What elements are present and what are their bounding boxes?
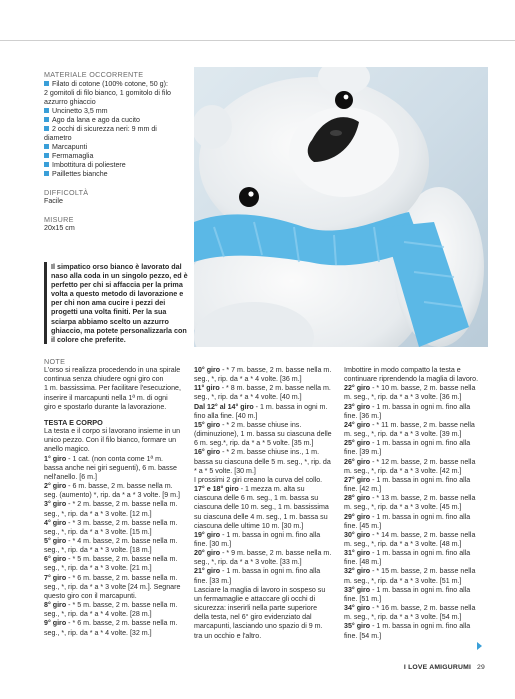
intro-line: il colore che preferite. (51, 334, 126, 344)
round-line (344, 622, 494, 631)
round-line (44, 464, 187, 473)
note-text (44, 366, 187, 412)
round-label: 10° giro (194, 366, 221, 374)
measures-title: MISURE (44, 215, 74, 224)
round-text: un fermamaglie e attaccare gli occhi di (194, 594, 316, 603)
round-text: seg., *, rip. da * a * 3 volte. [21 m.] (44, 564, 152, 573)
difficulty-section (44, 188, 185, 206)
round-line (194, 513, 338, 522)
round-line (194, 604, 338, 613)
materials-item-text: Fermamaglia (52, 152, 94, 160)
bullet-square-icon (44, 162, 49, 167)
round-text: m. seg., *, rip. da * a * 3 volte. [48 m.] (344, 539, 462, 548)
round-text: - * 2 m. basse chiuse ins. (220, 420, 302, 429)
round-line (344, 613, 494, 622)
round-line (344, 632, 494, 641)
head-body-intro-line: unico pezzo. Con il filo bianco, formare un (44, 436, 177, 445)
round-text: - * 5 m. basse, 2 m. basse nella m. (66, 555, 178, 564)
note-line: L'orso si realizza procedendo in una spirale (44, 366, 181, 375)
round-label: 6° giro (44, 555, 67, 564)
round-line (44, 455, 187, 464)
round-label: 30° giro (344, 530, 371, 539)
round-label: 1° giro (44, 454, 67, 463)
round-text: fine. [51 m.] (344, 594, 382, 603)
round-text: - 1 m. bassa in ogni m. fino alla (370, 585, 471, 594)
round-text: continuare riprendendo la maglia di lavoro. (344, 375, 479, 384)
round-line (344, 558, 494, 567)
round-text: - * 2 m. basse chiuse ins., 1 m. (220, 448, 320, 457)
note-title: NOTE (44, 357, 66, 366)
difficulty-value: Facile (44, 197, 63, 205)
round-line (194, 366, 338, 375)
round-label: 28° giro (344, 494, 371, 503)
round-label: 17° e 18° giro (194, 485, 239, 494)
round-line (344, 467, 494, 476)
round-text: m. seg., *, rip. da * a * 3 volte. [51 m.] (344, 576, 462, 585)
round-line (44, 629, 187, 638)
round-line (194, 503, 338, 512)
round-line (194, 613, 338, 622)
magazine-name: I LOVE AMIGURUMI (403, 664, 472, 671)
round-line (44, 491, 187, 500)
round-line (44, 473, 187, 482)
round-label: 25° giro (344, 439, 371, 448)
round-line (194, 540, 338, 549)
round-text: m. seg., *, rip. da * a * 3 volte. [54 m.] (344, 613, 462, 622)
round-text: - * 8 m. basse, 2 m. basse nella m. (219, 384, 331, 393)
round-text: fine. [36 m.] (344, 411, 382, 420)
head-body-intro (44, 427, 187, 454)
round-text: seg., *, rip. da * a * 3 volte. [33 m.] (194, 558, 302, 567)
round-text: fine. [30 m.] (194, 539, 232, 548)
note-line: continua senza chiudere ogni giro con (44, 375, 164, 384)
round-text: fine. [33 m.] (194, 576, 232, 585)
round-line (344, 503, 494, 512)
round-text: seg., *, rip. da * a * 4 volte. [32 m.] (44, 628, 152, 637)
materials-item-text: Marcapunti (52, 143, 88, 151)
round-line (194, 485, 338, 494)
round-label: 26° giro (344, 457, 371, 466)
difficulty-title: DIFFICOLTÀ (44, 188, 89, 197)
round-label: 34° giro (344, 604, 371, 613)
round-label: 23° giro (344, 402, 371, 411)
round-line (194, 522, 338, 531)
round-label: 19° giro (194, 530, 221, 539)
round-text: - * 10 m. basse, 2 m. basse nella (370, 384, 476, 393)
sidebar-info (44, 70, 185, 233)
page-footer (404, 664, 485, 671)
materials-item (44, 161, 185, 170)
round-label: 33° giro (344, 585, 371, 594)
round-text: bassa anche nei giri seguenti), 6 m. basse (44, 463, 177, 472)
round-text: - 1 m. bassa in ogni m. fino alla (370, 549, 471, 558)
round-line (344, 604, 494, 613)
round-line (344, 384, 494, 393)
round-line (44, 510, 187, 519)
round-text: ciascuna delle ultime 10 m. [30 m.] (194, 521, 304, 530)
round-text: - 1 m. bassa in ogni m. fino alla (370, 622, 471, 631)
round-text: (diminuzione), 1 m. bassa su ciascuna delle (194, 430, 332, 439)
round-label: 11° giro (194, 384, 220, 393)
bullet-square-icon (44, 126, 49, 131)
round-text: m. seg., *, rip. da * a * 3 volte. [39 m.] (344, 430, 462, 439)
round-line (344, 522, 494, 531)
intro-line: ghiaccio, ma potete personalizzarla con (51, 325, 187, 335)
note-line: 1 m. bassissima. Per facilitare l'esecuzione, (44, 384, 181, 393)
round-text: m. seg., *, rip. da * a * 3 volte. [45 m.] (344, 503, 462, 512)
bullet-square-icon (44, 108, 49, 113)
instructions-column-1 (44, 357, 187, 638)
round-line (44, 592, 187, 601)
round-label: 16° giro (194, 448, 221, 457)
round-text: - 1 m. bassa in ogni m. (253, 402, 328, 411)
round-line (194, 632, 338, 641)
round-line (194, 375, 338, 384)
next-page-arrow-icon (477, 642, 482, 650)
materials-item-text: Imbottitura di poliestere (52, 161, 126, 169)
round-text: - * 9 m. basse, 2 m. basse nella m. (220, 549, 332, 558)
round-line (44, 519, 187, 528)
round-label: 31° giro (344, 549, 371, 558)
round-text: seg., *, rip. da * a * 4 volte. [28 m.] (44, 610, 152, 619)
round-line (44, 500, 187, 509)
round-line (344, 421, 494, 430)
round-text: - * 6 m. basse, 2 m. basse nella m. (66, 619, 178, 628)
round-text: m. seg., *, rip. da * a * 3 volte. [42 m.] (344, 466, 462, 475)
round-label: 4° giro (44, 518, 67, 527)
round-label: 32° giro (344, 567, 371, 576)
round-line (344, 476, 494, 485)
round-label: Dal 12° al 14° giro (194, 402, 254, 411)
materials-item-text: Paillettes bianche (52, 170, 108, 178)
bullet-square-icon (44, 153, 49, 158)
round-line (194, 393, 338, 402)
materials-item-continuation: diametro (44, 134, 72, 142)
materials-item (44, 116, 185, 125)
round-line (44, 555, 187, 564)
round-text: fine. [48 m.] (344, 558, 382, 567)
round-line (344, 549, 494, 558)
round-line (44, 546, 187, 555)
head-body-title: TESTA E CORPO (44, 417, 103, 427)
round-text: ciascuna delle 6 m. seg., 1 m. bassa su (194, 494, 319, 503)
intro-line: per chi non ama cucire i pezzi dei (51, 298, 166, 308)
round-text: - 6 m. basse, 2 m. basse nella m. (66, 482, 173, 491)
round-text: Lasciare la maglia di lavoro in sospeso su (194, 585, 326, 594)
round-text: seg., *, rip. da * a * 4 volte. [40 m.] (194, 393, 302, 402)
materials-item-text: 2 occhi di sicurezza neri: 9 mm di (52, 125, 157, 133)
round-line (344, 577, 494, 586)
round-text: - * 7 m. basse, 2 m. basse nella m. (220, 366, 332, 374)
round-line (194, 577, 338, 586)
round-line (194, 458, 338, 467)
materials-title: MATERIALE OCCORRENTE (44, 70, 144, 79)
round-label: 7° giro (44, 573, 67, 582)
instructions-column-3 (344, 366, 494, 641)
round-text: seg., *, rip. da * a * 4 volte. [36 m.] (194, 375, 302, 384)
intro-line: sciarpa abbiamo scelto un azzurro (51, 316, 169, 326)
round-text: fino alla fine. [40 m.] (194, 411, 258, 420)
round-line (44, 601, 187, 610)
materials-item (44, 170, 185, 179)
round-text: fine. [54 m.] (344, 631, 382, 640)
round-text: - * 15 m. basse, 2 m. basse nella (370, 567, 476, 576)
round-line (344, 458, 494, 467)
round-text: seg., *, rip. da * a * 3 volte [24 m.]. Segnare (44, 582, 181, 591)
round-text: seg., *, rip. da * a * 3 volte. [12 m.] (44, 509, 152, 518)
polar-bear-illustration (194, 67, 488, 347)
round-text: tra un occhio e l'altro. (194, 631, 262, 640)
round-label: 24° giro (344, 420, 371, 429)
bullet-square-icon (44, 81, 49, 86)
materials-item-continuation: azzurro ghiaccio (44, 98, 96, 106)
round-text: - * 3 m. basse, 2 m. basse nella m. (66, 518, 178, 527)
intro-line: naso alla coda in un singolo pezzo, ed è (51, 271, 188, 281)
materials-item-continuation: 2 gomitoli di filo bianco, 1 gomitolo di filo (44, 89, 171, 97)
round-text: questo giro con il marcapunti. (44, 591, 137, 600)
round-line (194, 467, 338, 476)
materials-item-text: Filato di cotone (100% cotone, 50 g): (52, 80, 168, 88)
round-line (194, 403, 338, 412)
round-line (194, 421, 338, 430)
intro-line: perfetto per chi si affaccia per la prima (51, 280, 183, 290)
round-label: 8° giro (44, 601, 67, 610)
round-text: * a * 5 volte. [30 m.] (194, 466, 256, 475)
round-line (44, 537, 187, 546)
round-label: 27° giro (344, 475, 371, 484)
round-text: marcapunti, lasciando uno spazio di 9 m. (194, 622, 323, 631)
round-text: seg., *, rip. da * a * 3 volte. [15 m.] (44, 527, 152, 536)
round-line (344, 393, 494, 402)
round-line (44, 564, 187, 573)
round-text: - * 12 m. basse, 2 m. basse nella (370, 457, 476, 466)
round-text: - * 13 m. basse, 2 m. basse nella (370, 494, 476, 503)
round-label: 3° giro (44, 500, 67, 509)
round-text: sicurezza: inserirli nella parte superiore (194, 604, 318, 613)
round-label: 15° giro (194, 420, 221, 429)
round-label: 35° giro (344, 622, 371, 631)
top-rule (0, 40, 515, 41)
round-text: nell'anello. [6 m.] (44, 472, 98, 481)
page-number: 29 (477, 664, 485, 671)
intro-line: progetti una volta finiti. Per la sua (51, 307, 167, 317)
round-line (194, 448, 338, 457)
materials-item (44, 125, 185, 143)
materials-item (44, 107, 185, 116)
round-line (344, 412, 494, 421)
round-label: 20° giro (194, 549, 221, 558)
round-line (344, 485, 494, 494)
materials-item (44, 80, 185, 107)
bullet-square-icon (44, 144, 49, 149)
round-text: - * 16 m. basse, 2 m. basse nella (370, 604, 476, 613)
round-text: - 1 m. bassa in ogni m. fino alla (220, 530, 321, 539)
round-label: 5° giro (44, 536, 67, 545)
round-line (344, 375, 494, 384)
round-line (194, 595, 338, 604)
round-line (44, 619, 187, 628)
round-text: - 1 m. bassa in ogni m. fino alla (220, 567, 321, 576)
round-text: I prossimi 2 giri creano la curva del collo. (194, 475, 323, 484)
round-line (194, 549, 338, 558)
round-line (194, 531, 338, 540)
intro-line: Il simpatico orso bianco è lavorato dal (51, 262, 182, 271)
round-line (194, 622, 338, 631)
round-text: - 1 cat. (non conta come 1ª m. (66, 454, 164, 463)
round-line (344, 540, 494, 549)
round-text: fine. [39 m.] (344, 448, 382, 457)
round-line (344, 366, 494, 375)
rounds-list-1 (44, 455, 187, 638)
round-text: - * 14 m. basse, 2 m. basse nella (370, 530, 476, 539)
round-line (344, 531, 494, 540)
round-label: 21° giro (194, 567, 221, 576)
round-text: - * 5 m. basse, 2 m. basse nella m. (66, 601, 178, 610)
round-text: Imbottire in modo compatto la testa e (344, 366, 461, 374)
round-line (194, 476, 338, 485)
bullet-square-icon (44, 117, 49, 122)
round-line (44, 610, 187, 619)
round-text: - 1 m. bassa in ogni m. fino alla (370, 402, 471, 411)
round-text: seg. (aumento) *, rip. da * a * 3 volte. [9 m.] (44, 491, 181, 500)
round-text: 6 m. seg.*, rip. da * a * 5 volte. [35 m.] (194, 439, 314, 448)
round-line (194, 439, 338, 448)
round-text: seg., *, rip. da * a * 3 volte. [18 m.] (44, 546, 152, 555)
round-line (194, 586, 338, 595)
materials-list (44, 80, 185, 179)
round-line (344, 595, 494, 604)
round-text: - 1 m. bassa in ogni m. fino alla (370, 475, 471, 484)
intro-line: volta a questo metodo di lavorazione e (51, 289, 184, 299)
round-line (44, 574, 187, 583)
round-text: - 1 m. bassa in ogni m. fino alla (370, 439, 471, 448)
round-text: - 1 mezza m. alta su (238, 485, 305, 494)
materials-item (44, 152, 185, 161)
round-line (44, 528, 187, 537)
round-line (194, 494, 338, 503)
materials-item-text: Ago da lana e ago da cucito (52, 116, 140, 124)
round-text: m. seg., *, rip. da * a * 3 volte. [36 m.] (344, 393, 462, 402)
round-text: fine. [45 m.] (344, 521, 382, 530)
head-body-intro-line: anello magico. (44, 445, 90, 454)
round-text: ciascuna delle 10 m. seg., 1 m. bassissima (194, 503, 329, 512)
round-text: - * 11 m. basse, 2 m. basse nella (370, 420, 475, 429)
round-line (344, 567, 494, 576)
instructions-column-2 (194, 366, 338, 641)
round-line (344, 494, 494, 503)
note-line: giro e spostarlo durante la lavorazione. (44, 402, 167, 411)
measures-section (44, 215, 185, 233)
round-text: della testa, nel 6° giro evidenziato dal (194, 613, 312, 622)
round-text: su ciascuna delle 4 m. seg., 1 m. bassa su (194, 512, 328, 521)
round-text: - 1 m. bassa in ogni m. fino alla (370, 512, 471, 521)
round-line (344, 403, 494, 412)
round-line (344, 513, 494, 522)
round-line (344, 448, 494, 457)
round-text: - * 2 m. basse, 2 m. basse nella m. (66, 500, 178, 509)
round-line (344, 586, 494, 595)
round-line (344, 439, 494, 448)
measures-value: 20x15 cm (44, 224, 75, 232)
polar-bear-photo (194, 67, 488, 347)
round-line (44, 583, 187, 592)
note-line: inserire il marcapunti nella 1ª m. di ogni (44, 393, 168, 402)
round-label: 2° giro (44, 482, 67, 491)
round-line (194, 430, 338, 439)
round-label: 22° giro (344, 384, 371, 393)
round-line (44, 482, 187, 491)
bullet-square-icon (44, 171, 49, 176)
round-label: 29° giro (344, 512, 371, 521)
round-line (344, 430, 494, 439)
head-body-intro-line: La testa e il corpo si lavorano insieme in un (44, 427, 181, 436)
round-label: 9° giro (44, 619, 67, 628)
materials-item (44, 143, 185, 152)
round-text: fine. [42 m.] (344, 485, 382, 494)
materials-item-text: Uncinetto 3,5 mm (52, 107, 108, 115)
round-text: - * 4 m. basse, 2 m. basse nella m. (66, 536, 178, 545)
round-line (194, 558, 338, 567)
round-line (194, 567, 338, 576)
round-text: - * 6 m. basse, 2 m. basse nella m. (66, 573, 178, 582)
round-text: bassa su ciascuna delle 5 m. seg., *, rip. da (194, 457, 331, 466)
intro-paragraph (44, 262, 191, 344)
round-line (194, 384, 338, 393)
round-line (194, 412, 338, 421)
